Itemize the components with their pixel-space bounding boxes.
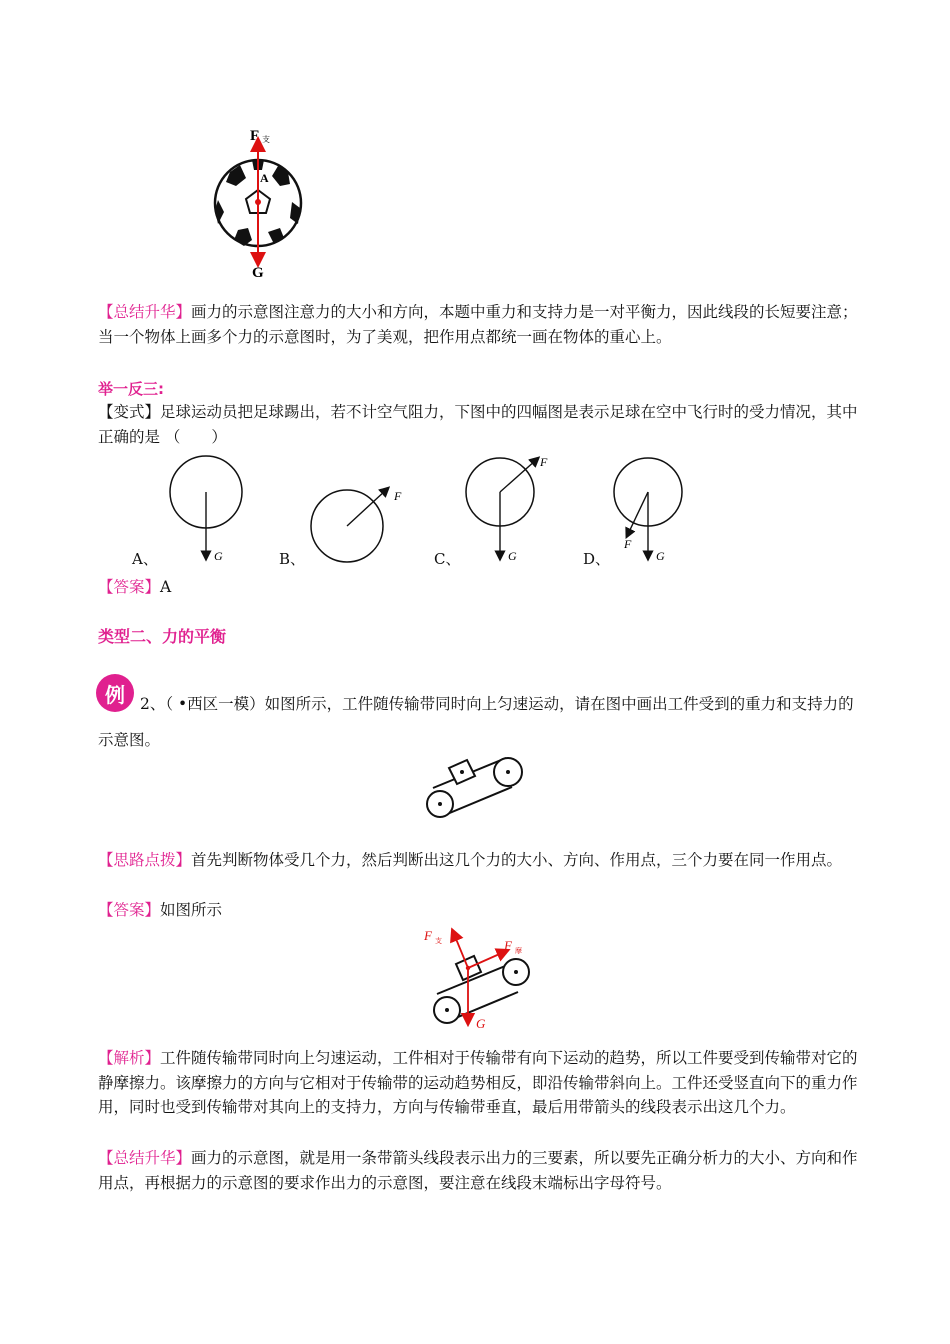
support-force-subscript-2: 支	[435, 937, 442, 945]
soccer-ball-figure	[200, 120, 320, 285]
answer-tag: 【答案】	[98, 578, 161, 596]
option-b-label: B、	[279, 550, 306, 568]
answer-text: A	[160, 578, 172, 596]
type-two-heading: 类型二、力的平衡	[98, 627, 227, 646]
option-a-g-label: G	[214, 549, 223, 563]
hint-text: 首先判断物体受几个力，然后判断出这几个力的大小、方向、作用点，三个力要在同一作用点。	[191, 851, 843, 869]
variant-tag: 【变式】	[98, 403, 161, 421]
hint-paragraph	[98, 848, 858, 873]
gravity-label: G	[252, 265, 264, 281]
gravity-label-2: G	[476, 1016, 486, 1030]
extension-heading: 举一反三:	[98, 380, 164, 398]
summary-paragraph-1	[98, 300, 858, 349]
option-d-label: D、	[583, 550, 611, 568]
option-b-f-label: F	[394, 489, 402, 503]
option-d-diagram	[614, 458, 682, 563]
friction-force-subscript: 摩	[515, 947, 522, 955]
option-a-diagram	[170, 456, 242, 563]
option-c-f-label: F	[540, 455, 548, 469]
summary-text-2: 画力的示意图，就是用一条带箭头线段表示出力的三要素，所以要先正确分析力的大小、方向和作用点，再根据力的示意图的要求作出力的示意图，要注意在线段末端标出字母符号。	[98, 1149, 858, 1192]
variant-text: 足球运动员把足球踢出，若不计空气阻力，下图中的四幅图是表示足球在空中飞行时的受力情况，其中正确的是 （ ）	[98, 403, 858, 446]
option-d-f-label: F	[624, 537, 632, 551]
answer-2	[98, 898, 858, 923]
option-c-g-label: G	[508, 549, 517, 563]
conveyor-answer-figure	[420, 924, 545, 1030]
summary-paragraph-2	[98, 1146, 858, 1195]
support-force-subscript: 支	[262, 135, 270, 144]
option-b-diagram	[311, 489, 402, 562]
variant-paragraph	[98, 400, 858, 449]
analysis-paragraph	[98, 1046, 858, 1120]
example-2-question: 2、（ •西区一模）如图所示，工件随传输带同时向上匀速运动，请在图中画出工件受到的重力和支持力的示意图。	[98, 695, 854, 749]
support-force-label-2: F	[424, 928, 432, 943]
analysis-text: 工件随传输带同时向上匀速运动，工件相对于传输带有向下运动的趋势，所以工件要受到传输带对它的静摩擦力。该摩擦力的方向与它相对于传输带的运动趋势相反，即沿传输带斜向上。工件还受竖直向下的重力作用，同时也受到传输带对其向上的支持力，方向与传输带垂直，最后用带箭头的线段表示出这几个力。	[98, 1049, 858, 1116]
analysis-tag: 【解析】	[98, 1049, 161, 1067]
answer-text-2: 如图所示	[160, 901, 223, 919]
option-c-label: C、	[434, 550, 461, 568]
hint-tag: 【思路点拨】	[98, 851, 192, 869]
example-badge: 例	[96, 674, 134, 712]
answer-tag-2: 【答案】	[98, 901, 161, 919]
option-d-g-label: G	[656, 549, 665, 563]
option-a-label: A、	[132, 550, 158, 568]
point-a-label: A	[260, 171, 269, 185]
summary-tag: 【总结升华】	[98, 303, 192, 321]
answer-1	[98, 575, 858, 600]
conveyor-figure	[420, 746, 530, 824]
support-force-label: F	[250, 128, 260, 144]
summary-tag-2: 【总结升华】	[98, 1149, 192, 1167]
option-c-diagram	[466, 455, 548, 563]
summary-text: 画力的示意图注意力的大小和方向，本题中重力和支持力是一对平衡力，因此线段的长短要注意；当一个物体上画多个力的示意图时，为了美观，把作用点都统一画在物体的重心上。	[98, 303, 858, 346]
friction-force-label: F	[504, 938, 512, 953]
